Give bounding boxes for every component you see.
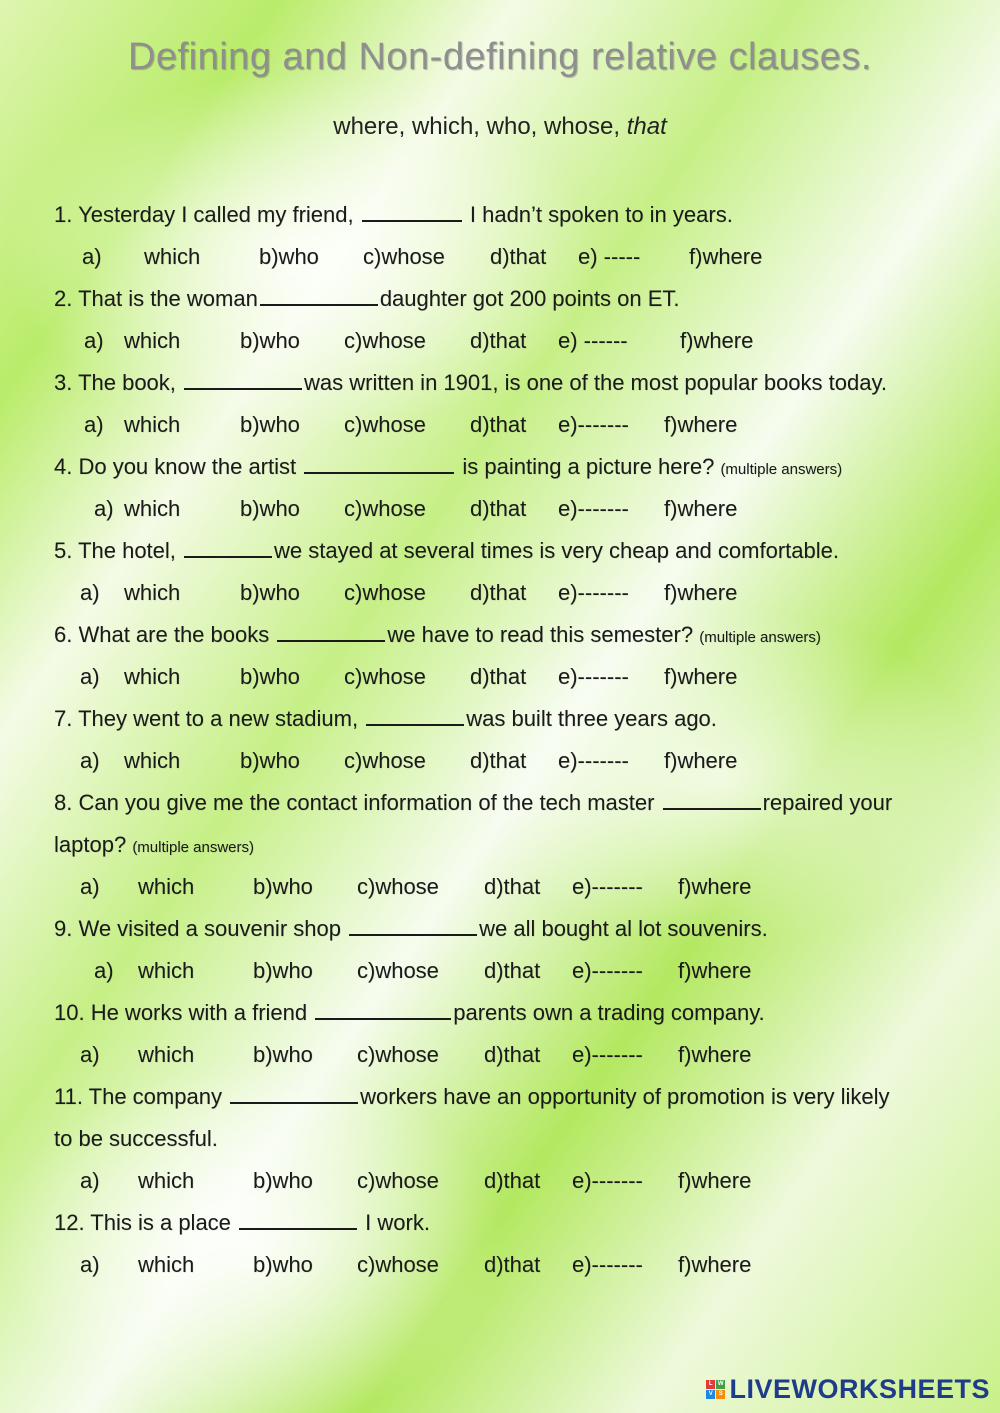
option-who[interactable]: b)who xyxy=(253,874,313,899)
question-text: 6. What are the books xyxy=(54,622,270,647)
option-who[interactable]: b)who xyxy=(240,748,300,773)
option-that[interactable]: d)that xyxy=(484,958,541,983)
option-whose[interactable]: c)whose xyxy=(357,1042,439,1067)
option-that[interactable]: d)that xyxy=(484,1252,541,1277)
option-which[interactable]: which xyxy=(144,244,201,269)
option-which[interactable]: which xyxy=(124,328,181,353)
logo-square: V xyxy=(706,1390,715,1399)
answer-blank[interactable] xyxy=(349,916,477,936)
answer-blank[interactable] xyxy=(663,790,761,810)
option-none[interactable]: e)------- xyxy=(572,874,643,899)
option-that[interactable]: d)that xyxy=(470,664,527,689)
question-10 xyxy=(54,1000,765,1026)
worksheet-subtitle xyxy=(0,113,1000,141)
option-a[interactable]: a) xyxy=(84,328,104,353)
option-whose[interactable]: c)whose xyxy=(357,1252,439,1277)
liveworksheets-logo-icon xyxy=(706,1380,725,1399)
question-11 xyxy=(54,1084,890,1110)
answer-blank[interactable] xyxy=(362,202,462,222)
option-who[interactable]: b)who xyxy=(253,1252,313,1277)
option-whose[interactable]: c)whose xyxy=(357,874,439,899)
option-none[interactable]: e)------- xyxy=(558,496,629,521)
question-text: laptop? xyxy=(54,832,127,857)
option-that[interactable]: d)that xyxy=(470,580,527,605)
question-text: 4. Do you know the artist xyxy=(54,454,297,479)
answer-blank[interactable] xyxy=(366,706,464,726)
option-where[interactable]: f)where xyxy=(664,580,738,605)
multiple-answers-note: (multiple answers) xyxy=(699,629,821,646)
option-that[interactable]: d)that xyxy=(484,874,541,899)
question-text: we have to read this semester? xyxy=(387,622,694,647)
option-where[interactable]: f)where xyxy=(678,1042,752,1067)
option-a[interactable]: a) xyxy=(82,244,102,269)
option-who[interactable]: b)who xyxy=(259,244,319,269)
option-a[interactable]: a) xyxy=(80,1252,100,1277)
answer-blank[interactable] xyxy=(304,454,454,474)
question-text: 8. Can you give me the contact information of the tech master xyxy=(54,790,655,815)
option-where[interactable]: f)where xyxy=(664,664,738,689)
option-whose[interactable]: c)whose xyxy=(357,1168,439,1193)
question-text: 11. The company xyxy=(54,1084,222,1109)
option-whose[interactable]: c)whose xyxy=(363,244,445,269)
option-where[interactable]: f)where xyxy=(678,874,752,899)
question-8 xyxy=(54,790,892,816)
question-text: 7. They went to a new stadium, xyxy=(54,706,359,731)
option-who[interactable]: b)who xyxy=(253,1168,313,1193)
question-1 xyxy=(54,202,733,228)
option-whose[interactable]: c)whose xyxy=(344,496,426,521)
option-which[interactable]: which xyxy=(138,874,195,899)
question-9 xyxy=(54,916,768,942)
question-12 xyxy=(54,1210,430,1236)
option-a[interactable]: a) xyxy=(80,748,100,773)
option-which[interactable]: which xyxy=(138,1168,195,1193)
worksheet-title: Defining and Non-defining relative clauses. xyxy=(128,36,872,78)
option-where[interactable]: f)where xyxy=(689,244,763,269)
multiple-answers-note: (multiple answers) xyxy=(720,461,843,478)
answer-blank[interactable] xyxy=(230,1084,358,1104)
option-which[interactable]: which xyxy=(138,1252,195,1277)
option-that[interactable]: d)that xyxy=(484,1168,541,1193)
option-who[interactable]: b)who xyxy=(253,1042,313,1067)
option-that[interactable]: d)that xyxy=(470,412,527,437)
answer-blank[interactable] xyxy=(260,286,378,306)
question-text: workers have an opportunity of promotion is very likely xyxy=(360,1084,890,1109)
option-which[interactable]: which xyxy=(124,748,181,773)
question-text: 12. This is a place xyxy=(54,1210,231,1235)
logo-square: S xyxy=(716,1390,725,1399)
option-that[interactable]: d)that xyxy=(470,328,527,353)
logo-square: L xyxy=(706,1380,715,1389)
option-none[interactable]: e)------- xyxy=(572,1252,643,1277)
question-7 xyxy=(54,706,717,732)
option-none[interactable]: e) ----- xyxy=(578,244,641,269)
option-which[interactable]: which xyxy=(124,496,181,521)
option-who[interactable]: b)who xyxy=(240,580,300,605)
answer-blank[interactable] xyxy=(184,370,302,390)
answer-blank[interactable] xyxy=(184,538,272,558)
logo-square: W xyxy=(717,1381,725,1387)
option-who[interactable]: b)who xyxy=(240,664,300,689)
option-whose[interactable]: c)whose xyxy=(344,412,426,437)
option-none[interactable]: e)------- xyxy=(558,412,629,437)
option-whose[interactable]: c)whose xyxy=(357,958,439,983)
question-text: was written in 1901, is one of the most popular books today. xyxy=(304,370,887,395)
question-2 xyxy=(54,286,679,312)
option-where[interactable]: f)where xyxy=(678,958,752,983)
option-where[interactable]: f)where xyxy=(664,496,738,521)
option-whose[interactable]: c)whose xyxy=(344,580,426,605)
option-that[interactable]: d)that xyxy=(470,748,527,773)
option-a[interactable]: a) xyxy=(80,1042,100,1067)
question-text: to be successful. xyxy=(54,1126,218,1151)
liveworksheets-logo xyxy=(706,1374,990,1405)
option-who[interactable]: b)who xyxy=(240,328,300,353)
option-none[interactable]: e)------- xyxy=(572,1168,643,1193)
subtitle-words: where, which, who, whose, xyxy=(333,113,621,140)
option-that[interactable]: d)that xyxy=(484,1042,541,1067)
option-where[interactable]: f)where xyxy=(678,1252,752,1277)
question-text: we all bought al lot souvenirs. xyxy=(479,916,768,941)
answer-blank[interactable] xyxy=(239,1210,357,1230)
question-4 xyxy=(54,454,842,480)
option-which[interactable]: which xyxy=(124,412,181,437)
option-that[interactable]: d)that xyxy=(490,244,547,269)
option-a[interactable]: a) xyxy=(80,580,100,605)
option-who[interactable]: b)who xyxy=(240,412,300,437)
answer-blank[interactable] xyxy=(315,1000,451,1020)
option-none[interactable]: e) ------ xyxy=(558,328,628,353)
option-a[interactable]: a) xyxy=(80,1168,100,1193)
question-text: is painting a picture here? xyxy=(462,454,715,479)
option-none[interactable]: e)------- xyxy=(558,748,629,773)
question-text: we stayed at several times is very cheap and comfortable. xyxy=(274,538,839,563)
option-which[interactable]: which xyxy=(138,1042,195,1067)
option-where[interactable]: f)where xyxy=(678,1168,752,1193)
option-which[interactable]: which xyxy=(138,958,195,983)
question-3 xyxy=(54,370,887,396)
option-a[interactable]: a) xyxy=(80,664,100,689)
question-text: 3. The book, xyxy=(54,370,176,395)
question-text: was built three years ago. xyxy=(466,706,717,731)
question-text: 5. The hotel, xyxy=(54,538,176,563)
question-5 xyxy=(54,538,839,564)
option-a[interactable]: a) xyxy=(84,412,104,437)
subtitle-italic: that xyxy=(626,113,667,140)
question-8-continued xyxy=(54,832,254,858)
option-a[interactable]: a) xyxy=(94,496,114,521)
option-which[interactable]: which xyxy=(124,664,181,689)
question-text: parents own a trading company. xyxy=(453,1000,765,1025)
question-6 xyxy=(54,622,821,648)
option-a[interactable]: a) xyxy=(94,958,114,983)
question-text: 9. We visited a souvenir shop xyxy=(54,916,341,941)
multiple-answers-note: (multiple answers) xyxy=(132,839,255,856)
option-a[interactable]: a) xyxy=(80,874,100,899)
option-where[interactable]: f)where xyxy=(680,328,754,353)
question-text: I hadn’t spoken to in years. xyxy=(469,202,733,227)
option-none[interactable]: e)------- xyxy=(558,664,629,689)
option-whose[interactable]: c)whose xyxy=(344,328,426,353)
option-none[interactable]: e)------- xyxy=(558,580,629,605)
option-where[interactable]: f)where xyxy=(664,412,738,437)
question-text: I work. xyxy=(365,1210,430,1235)
question-11-continued xyxy=(54,1126,218,1152)
option-none[interactable]: e)------- xyxy=(572,1042,643,1067)
question-text: 2. That is the woman xyxy=(54,286,258,311)
option-whose[interactable]: c)whose xyxy=(344,664,426,689)
option-that[interactable]: d)that xyxy=(470,496,527,521)
question-text: repaired your xyxy=(762,790,893,815)
option-who[interactable]: b)who xyxy=(253,958,313,983)
option-where[interactable]: f)where xyxy=(664,748,738,773)
option-who[interactable]: b)who xyxy=(240,496,300,521)
question-text: daughter got 200 points on ET. xyxy=(379,286,680,311)
logo-text: LIVEWORKSHEETS xyxy=(729,1374,990,1404)
answer-blank[interactable] xyxy=(277,622,385,642)
question-text: 1. Yesterday I called my friend, xyxy=(54,202,354,227)
question-text: 10. He works with a friend xyxy=(54,1000,308,1025)
option-which[interactable]: which xyxy=(124,580,181,605)
option-whose[interactable]: c)whose xyxy=(344,748,426,773)
option-none[interactable]: e)------- xyxy=(572,958,643,983)
